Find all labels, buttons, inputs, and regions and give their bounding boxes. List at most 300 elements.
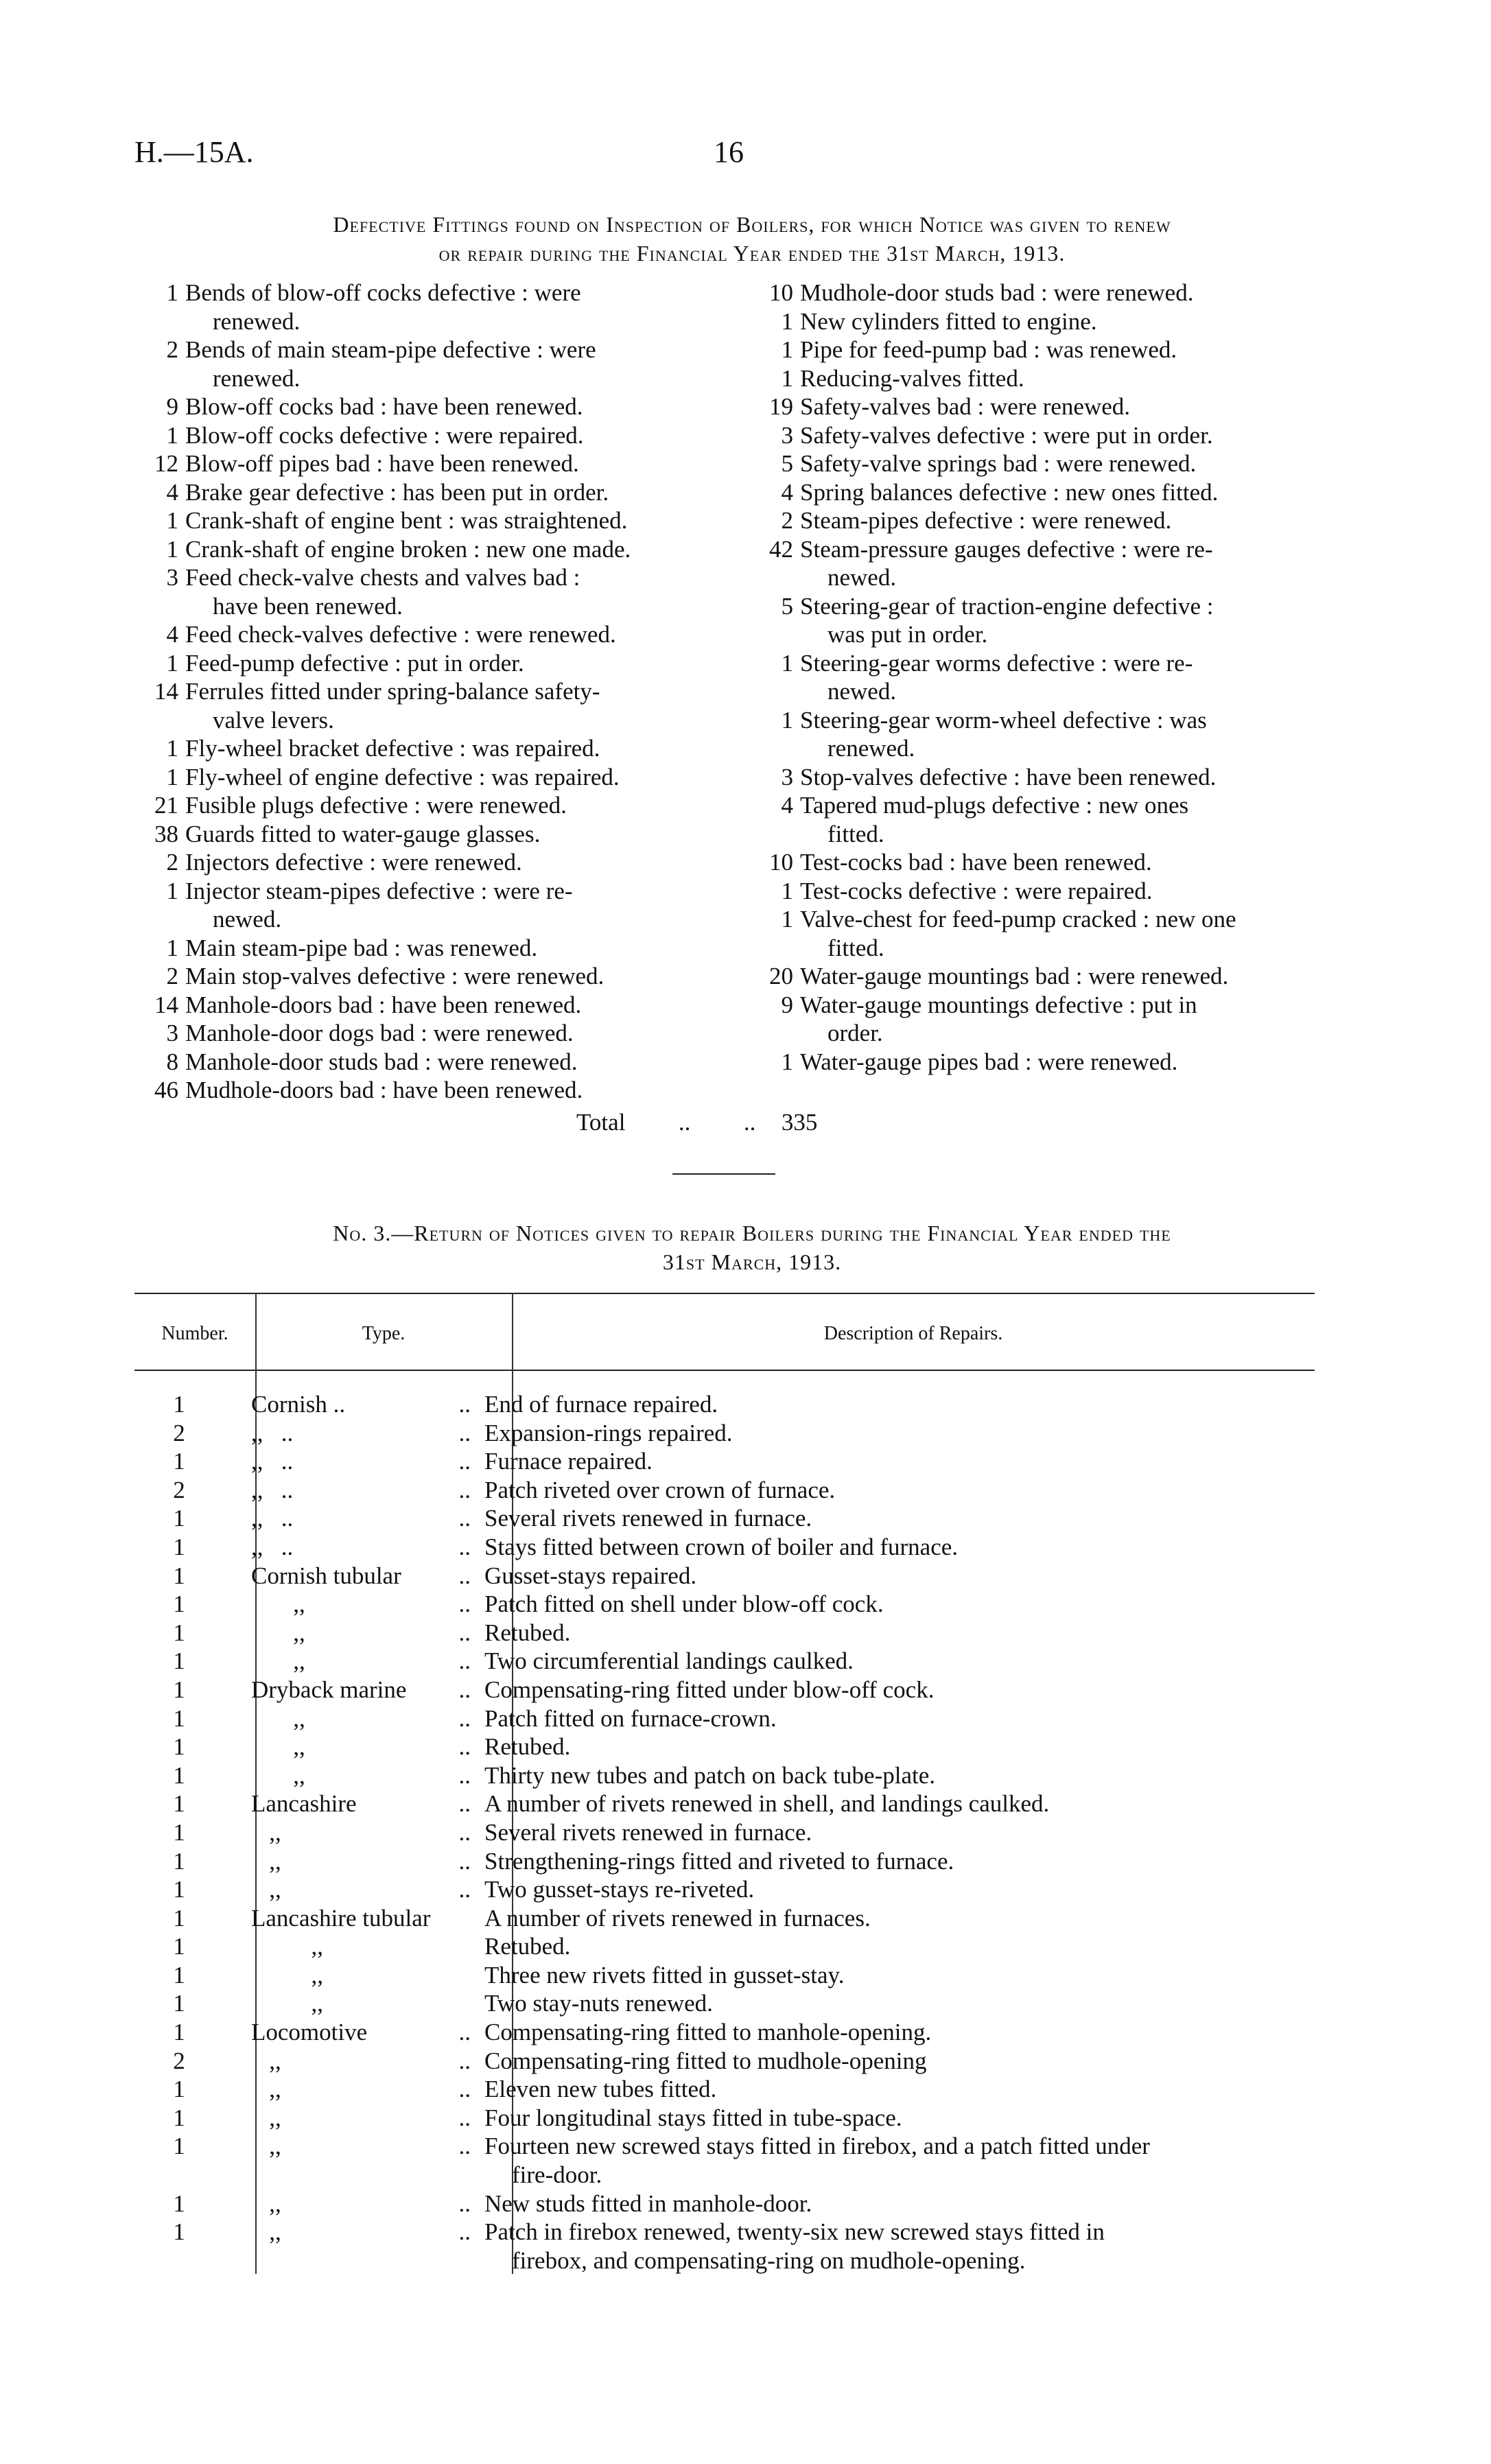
- item-description: Fusible plugs defective : were renewed.: [185, 792, 567, 819]
- section1-title-line1: Defective Fittings found on Inspection of Boilers, for which Notice was given to renew: [333, 212, 1171, 237]
- table-row: [134, 2018, 1315, 2047]
- list-item: [749, 905, 1332, 962]
- row-leader-dots: ..: [458, 1562, 471, 1589]
- item-count: 4: [166, 621, 178, 648]
- row-type: ,,: [251, 1591, 305, 1618]
- list-item: [134, 848, 718, 877]
- list-item: [749, 449, 1332, 478]
- item-description: Test-cocks bad : have been renewed.: [800, 849, 1152, 876]
- item-count: 21: [154, 792, 178, 819]
- item-count: 10: [769, 279, 793, 306]
- row-leader-dots: ..: [458, 2133, 471, 2160]
- list-item: [134, 535, 718, 564]
- table-row: [134, 1390, 1315, 1419]
- row-leader-dots: ..: [458, 2047, 471, 2074]
- row-leader-dots: ..: [458, 1391, 471, 1418]
- item-description: Steam-pipes defective : were renewed.: [800, 507, 1172, 534]
- row-description: Patch fitted on shell under blow-off cock.: [484, 1591, 884, 1618]
- row-number: 1: [173, 1933, 185, 1960]
- row-description: End of furnace repaired.: [484, 1391, 718, 1418]
- header-description: Description of Repairs.: [823, 1323, 1003, 1344]
- row-description: Thirty new tubes and patch on back tube-plate.: [484, 1761, 936, 1789]
- item-description: Water-gauge mountings bad : were renewed.: [800, 963, 1229, 989]
- row-type: ,,: [251, 1990, 323, 2017]
- item-count: 3: [781, 763, 793, 790]
- table-row: [134, 2104, 1315, 2133]
- item-count: 1: [781, 307, 793, 335]
- table-row: [134, 2047, 1315, 2076]
- item-description: Blow-off cocks defective : were repaired.: [185, 421, 584, 449]
- row-description: Retubed.: [484, 1933, 571, 1960]
- item-count: 14: [154, 991, 178, 1018]
- item-description: Manhole-door studs bad : were renewed.: [185, 1048, 578, 1075]
- section-divider: [672, 1173, 775, 1175]
- row-leader-dots: ..: [458, 1505, 471, 1532]
- row-type: ,,: [251, 1818, 281, 1846]
- item-count: 2: [166, 849, 178, 876]
- row-leader-dots: ..: [458, 2104, 471, 2131]
- row-number: 1: [173, 2218, 185, 2246]
- row-description: Strengthening-rings fitted and riveted to furnace.: [484, 1847, 954, 1875]
- item-description: Main stop-valves defective : were renewed.: [185, 963, 604, 989]
- row-number: 1: [173, 2133, 185, 2160]
- item-count: 1: [166, 279, 178, 306]
- item-description: Mudhole-doors bad : have been renewed.: [185, 1077, 583, 1103]
- list-item: [134, 791, 718, 820]
- item-description-continued: fitted.: [827, 820, 884, 847]
- row-number: 1: [173, 1990, 185, 2017]
- section1-title-line2: or repair during the Financial Year ended the 31st March, 1913.: [438, 241, 1066, 266]
- row-description: Eleven new tubes fitted.: [484, 2076, 717, 2103]
- row-leader-dots: ..: [458, 2076, 471, 2103]
- list-item: [749, 991, 1332, 1048]
- list-item: [134, 934, 718, 963]
- row-leader-dots: ..: [458, 1419, 471, 1446]
- item-description: Injector steam-pipes defective : were re-: [185, 877, 573, 904]
- item-description-continued: newed.: [213, 906, 282, 932]
- item-description-continued: renewed.: [213, 364, 301, 392]
- row-description: Two stay-nuts renewed.: [484, 1990, 713, 2017]
- list-item: [134, 392, 718, 421]
- row-type: ,,: [251, 1761, 305, 1789]
- item-description: Manhole-doors bad : have been renewed.: [185, 991, 582, 1018]
- table-row: [134, 2218, 1315, 2275]
- row-type: ,,: [251, 2218, 281, 2246]
- row-leader-dots: ..: [458, 1876, 471, 1903]
- section1-title: [134, 210, 1370, 268]
- row-type: Cornish tubular: [251, 1562, 401, 1589]
- row-description-continued: firebox, and compensating-ring on mudhole-opening.: [512, 2246, 1026, 2274]
- row-description: Compensating-ring fitted under blow-off cock.: [484, 1676, 935, 1703]
- item-count: 1: [781, 336, 793, 363]
- section2-title-line2: 31st March, 1913.: [662, 1249, 842, 1274]
- row-description: Four longitudinal stays fitted in tube-space.: [484, 2104, 902, 2131]
- item-count: 1: [166, 421, 178, 449]
- item-description: Valve-chest for feed-pump cracked : new one: [800, 906, 1236, 932]
- table-top-rule: [134, 1293, 1315, 1294]
- row-leader-dots: ..: [458, 1704, 471, 1732]
- row-type: ,, ..: [251, 1419, 294, 1446]
- row-type: ,,: [251, 2190, 281, 2217]
- table-row: [134, 1504, 1315, 1533]
- table-row: [134, 1590, 1315, 1619]
- item-description-continued: renewed.: [213, 307, 301, 335]
- list-item: [134, 279, 718, 336]
- row-leader-dots: ..: [458, 1818, 471, 1846]
- row-number: 1: [173, 1533, 185, 1560]
- row-description: Several rivets renewed in furnace.: [484, 1818, 812, 1846]
- item-count: 1: [166, 877, 178, 904]
- item-description: Safety-valves defective : were put in order.: [800, 421, 1213, 449]
- table-row: [134, 1562, 1315, 1591]
- item-description: Manhole-door dogs bad : were renewed.: [185, 1020, 574, 1046]
- item-count: 5: [781, 450, 793, 477]
- row-description: Expansion-rings repaired.: [484, 1419, 733, 1446]
- row-leader-dots: ..: [458, 2218, 471, 2246]
- row-type: Locomotive: [251, 2019, 368, 2046]
- table-row: [134, 2190, 1315, 2218]
- item-count: 1: [166, 507, 178, 534]
- item-count: 10: [769, 849, 793, 876]
- row-leader-dots: ..: [458, 1448, 471, 1475]
- row-leader-dots: ..: [458, 1676, 471, 1703]
- row-number: 1: [173, 1676, 185, 1703]
- row-description: Patch fitted on furnace-crown.: [484, 1704, 777, 1732]
- item-count: 2: [781, 507, 793, 534]
- item-count: 8: [166, 1048, 178, 1075]
- table-row: [134, 1676, 1315, 1704]
- table-row: [134, 1961, 1315, 1990]
- list-item: [749, 877, 1332, 906]
- total-dots-1: ..: [678, 1109, 691, 1136]
- list-item: [749, 763, 1332, 792]
- item-count: 2: [166, 963, 178, 989]
- item-count: 38: [154, 820, 178, 847]
- item-description: Steering-gear worms defective : were re-: [800, 649, 1193, 677]
- list-item: [134, 649, 718, 678]
- item-count: 20: [769, 963, 793, 989]
- row-number: 2: [173, 1476, 185, 1503]
- table-row: [134, 2075, 1315, 2104]
- item-count: 3: [166, 1020, 178, 1046]
- item-description: Blow-off pipes bad : have been renewed.: [185, 450, 579, 477]
- list-item: [134, 734, 718, 763]
- item-count: 14: [154, 678, 178, 705]
- row-type: ,,: [251, 1876, 281, 1903]
- item-count: 4: [781, 792, 793, 819]
- row-number: 1: [173, 1562, 185, 1589]
- list-item: [134, 563, 718, 620]
- list-item: [749, 364, 1332, 393]
- item-description-continued: order.: [827, 1020, 883, 1046]
- row-leader-dots: ..: [458, 1733, 471, 1761]
- row-description: Two gusset-stays re-riveted.: [484, 1876, 755, 1903]
- header-number: Number.: [161, 1323, 228, 1344]
- list-item: [749, 848, 1332, 877]
- item-count: 1: [781, 706, 793, 734]
- row-number: 1: [173, 1505, 185, 1532]
- defects-list-right: [749, 279, 1332, 1076]
- section2-title: [134, 1219, 1370, 1276]
- row-leader-dots: ..: [458, 1619, 471, 1646]
- row-description: Patch in firebox renewed, twenty-six new screwed stays fitted in: [484, 2218, 1105, 2246]
- list-item: [749, 535, 1332, 592]
- row-type: ,,: [251, 1933, 323, 1960]
- item-count: 1: [166, 934, 178, 961]
- row-description: Retubed.: [484, 1619, 571, 1646]
- item-count: 3: [166, 564, 178, 591]
- row-number: 1: [173, 1591, 185, 1618]
- list-item: [134, 677, 718, 734]
- table-row: [134, 1447, 1315, 1476]
- item-description: Brake gear defective : has been put in order.: [185, 478, 609, 506]
- row-number: 2: [173, 1419, 185, 1446]
- item-count: 1: [166, 649, 178, 677]
- row-leader-dots: [443, 1989, 471, 2018]
- item-description: Feed check-valve chests and valves bad :: [185, 564, 580, 591]
- item-count: 5: [781, 592, 793, 620]
- row-number: 1: [173, 1876, 185, 1903]
- table-row: [134, 1419, 1315, 1448]
- row-type: Cornish ..: [251, 1391, 346, 1418]
- row-leader-dots: [443, 1904, 471, 1933]
- row-leader-dots: ..: [458, 1591, 471, 1618]
- table-row: [134, 2132, 1315, 2189]
- item-count: 19: [769, 393, 793, 420]
- row-leader-dots: ..: [458, 1790, 471, 1818]
- item-count: 1: [166, 763, 178, 790]
- item-description-continued: valve levers.: [213, 706, 334, 734]
- list-item: [749, 478, 1332, 507]
- item-count: 3: [781, 421, 793, 449]
- row-number: 1: [173, 2104, 185, 2131]
- item-description-continued: have been renewed.: [213, 592, 403, 620]
- row-number: 1: [173, 1847, 185, 1875]
- item-count: 4: [781, 478, 793, 506]
- row-leader-dots: ..: [458, 1533, 471, 1560]
- row-number: 1: [173, 1790, 185, 1818]
- item-description-continued: renewed.: [827, 735, 915, 762]
- row-number: 2: [173, 2047, 185, 2074]
- row-type: Lancashire tubular: [251, 1904, 431, 1932]
- item-count: 46: [154, 1077, 178, 1103]
- list-item: [749, 421, 1332, 450]
- row-leader-dots: ..: [458, 2019, 471, 2046]
- item-count: 1: [781, 877, 793, 904]
- row-type: ,,: [251, 1647, 305, 1675]
- row-description: Several rivets renewed in furnace.: [484, 1505, 812, 1532]
- item-description: Stop-valves defective : have been renewed.: [800, 763, 1217, 790]
- item-description-continued: newed.: [827, 678, 897, 705]
- row-leader-dots: ..: [458, 1647, 471, 1675]
- item-description: Bends of main steam-pipe defective : were: [185, 336, 596, 363]
- item-description: Water-gauge pipes bad : were renewed.: [800, 1048, 1178, 1075]
- list-item: [134, 877, 718, 934]
- table-row: [134, 1818, 1315, 1847]
- row-type: ,,: [251, 1733, 305, 1761]
- item-description: Bends of blow-off cocks defective : were: [185, 279, 581, 306]
- list-item: [749, 336, 1332, 364]
- row-type: Dryback marine: [251, 1676, 407, 1703]
- row-number: 1: [173, 1761, 185, 1789]
- section2-title-line1: No. 3.—Return of Notices given to repair Boilers during the Financial Year ended the: [333, 1221, 1171, 1245]
- table-body: [134, 1390, 1315, 2275]
- item-description: Steam-pressure gauges defective : were re-: [800, 535, 1213, 563]
- table-row: [134, 1533, 1315, 1562]
- item-count: 1: [781, 364, 793, 392]
- row-type: ,,: [251, 1961, 323, 1988]
- item-description: Safety-valves bad : were renewed.: [800, 393, 1131, 420]
- item-description: Pipe for feed-pump bad : was renewed.: [800, 336, 1177, 363]
- list-item: [749, 279, 1332, 307]
- row-number: 1: [173, 1647, 185, 1675]
- list-item: [134, 421, 718, 450]
- row-number: 1: [173, 2019, 185, 2046]
- row-type: ,,: [251, 2047, 281, 2074]
- list-item: [134, 506, 718, 535]
- list-item: [134, 991, 718, 1020]
- defects-list-left: [134, 279, 718, 1105]
- row-number: 1: [173, 1961, 185, 1988]
- row-number: 1: [173, 1733, 185, 1761]
- row-description: Three new rivets fitted in gusset-stay.: [484, 1961, 845, 1988]
- row-number: 1: [173, 1704, 185, 1732]
- row-number: 1: [173, 1619, 185, 1646]
- row-description: Retubed.: [484, 1733, 571, 1761]
- row-description: Fourteen new screwed stays fitted in firebox, and a patch fitted under: [484, 2133, 1150, 2160]
- item-description: Steering-gear of traction-engine defective :: [800, 592, 1214, 620]
- table-row: [134, 1619, 1315, 1647]
- item-description: Fly-wheel bracket defective : was repaired.: [185, 735, 600, 762]
- item-description: Injectors defective : were renewed.: [185, 849, 522, 876]
- list-item: [749, 706, 1332, 763]
- item-count: 1: [166, 735, 178, 762]
- row-type: ,, ..: [251, 1533, 294, 1560]
- item-description: Blow-off cocks bad : have been renewed.: [185, 393, 583, 420]
- item-description-continued: fitted.: [827, 934, 884, 961]
- item-description: Safety-valve springs bad : were renewed.: [800, 450, 1197, 477]
- item-description: Spring balances defective : new ones fitted.: [800, 478, 1219, 506]
- row-description-continued: fire-door.: [512, 2161, 602, 2189]
- table-row: [134, 1904, 1315, 1933]
- row-number: 1: [173, 1904, 185, 1932]
- row-leader-dots: [443, 1932, 471, 1961]
- row-leader-dots: ..: [458, 1847, 471, 1875]
- table-row: [134, 1847, 1315, 1876]
- item-count: 4: [166, 478, 178, 506]
- item-description: Main steam-pipe bad : was renewed.: [185, 934, 538, 961]
- row-number: 1: [173, 1818, 185, 1846]
- row-type: ,, ..: [251, 1448, 294, 1475]
- list-item: [134, 820, 718, 849]
- list-item: [749, 649, 1332, 706]
- total-dots-2: ..: [743, 1109, 756, 1136]
- item-count: 9: [166, 393, 178, 420]
- row-description: Stays fitted between crown of boiler and furnace.: [484, 1533, 959, 1560]
- list-item: [134, 1076, 718, 1105]
- item-description: Steering-gear worm-wheel defective : was: [800, 706, 1207, 734]
- item-description: Feed check-valves defective : were renewed.: [185, 621, 616, 648]
- list-item: [134, 763, 718, 792]
- item-count: 9: [781, 991, 793, 1018]
- item-description: Reducing-valves fitted.: [800, 364, 1024, 392]
- table-row: [134, 1989, 1315, 2018]
- item-description: Tapered mud-plugs defective : new ones: [800, 792, 1189, 819]
- item-description: New cylinders fitted to engine.: [800, 307, 1097, 335]
- list-item: [134, 620, 718, 649]
- item-description: Feed-pump defective : put in order.: [185, 649, 524, 677]
- row-type: ,,: [251, 1619, 305, 1646]
- table-row: [134, 1647, 1315, 1676]
- row-type: ,,: [251, 1847, 281, 1875]
- list-item: [749, 506, 1332, 535]
- list-item: [134, 478, 718, 507]
- list-item: [134, 1048, 718, 1077]
- row-type: ,, ..: [251, 1476, 294, 1503]
- list-item: [134, 449, 718, 478]
- list-item: [749, 1048, 1332, 1077]
- item-description: Test-cocks defective : were repaired.: [800, 877, 1153, 904]
- list-item: [134, 336, 718, 392]
- row-description: Compensating-ring fitted to mudhole-opening: [484, 2047, 927, 2074]
- row-description: New studs fitted in manhole-door.: [484, 2190, 812, 2217]
- list-item: [134, 1019, 718, 1048]
- row-leader-dots: ..: [458, 2190, 471, 2217]
- item-description-continued: newed.: [827, 564, 897, 591]
- table-header-rule: [134, 1370, 1315, 1371]
- list-item: [749, 791, 1332, 848]
- list-item: [134, 962, 718, 991]
- header-type: Type.: [362, 1323, 406, 1344]
- table-row: [134, 1733, 1315, 1761]
- item-count: 12: [154, 450, 178, 477]
- row-number: 1: [173, 1448, 185, 1475]
- list-item: [749, 592, 1332, 649]
- item-count: 1: [781, 1048, 793, 1075]
- item-count: 42: [769, 535, 793, 563]
- item-description: Crank-shaft of engine broken : new one made.: [185, 535, 631, 563]
- row-description: A number of rivets renewed in furnaces.: [484, 1904, 871, 1932]
- row-type: ,,: [251, 2104, 281, 2131]
- row-leader-dots: [443, 1961, 471, 1990]
- row-number: 1: [173, 1391, 185, 1418]
- row-description: Two circumferential landings caulked.: [484, 1647, 854, 1675]
- item-description: Ferrules fitted under spring-balance safety-: [185, 678, 600, 705]
- total-line: [576, 1109, 817, 1136]
- row-description: Patch riveted over crown of furnace.: [484, 1476, 836, 1503]
- row-type: ,, ..: [251, 1505, 294, 1532]
- row-description: Compensating-ring fitted to manhole-opening.: [484, 2019, 932, 2046]
- item-description: Crank-shaft of engine bent : was straightened.: [185, 507, 628, 534]
- row-type: ,,: [251, 2076, 281, 2103]
- item-description: Mudhole-door studs bad : were renewed.: [800, 279, 1194, 306]
- row-type: ,,: [251, 2133, 281, 2160]
- item-description: Water-gauge mountings defective : put in: [800, 991, 1197, 1018]
- table-row: [134, 1932, 1315, 1961]
- table-row: [134, 1790, 1315, 1818]
- item-count: 1: [166, 535, 178, 563]
- item-description: Guards fitted to water-gauge glasses.: [185, 820, 541, 847]
- list-item: [749, 392, 1332, 421]
- row-type: Lancashire: [251, 1790, 357, 1818]
- item-count: 1: [781, 649, 793, 677]
- table-row: [134, 1476, 1315, 1505]
- total-value: 335: [781, 1109, 818, 1136]
- item-description: Fly-wheel of engine defective : was repaired.: [185, 763, 620, 790]
- report-reference: H.—15A.: [134, 135, 254, 169]
- row-type: ,,: [251, 1704, 305, 1732]
- total-label: Total: [576, 1109, 626, 1136]
